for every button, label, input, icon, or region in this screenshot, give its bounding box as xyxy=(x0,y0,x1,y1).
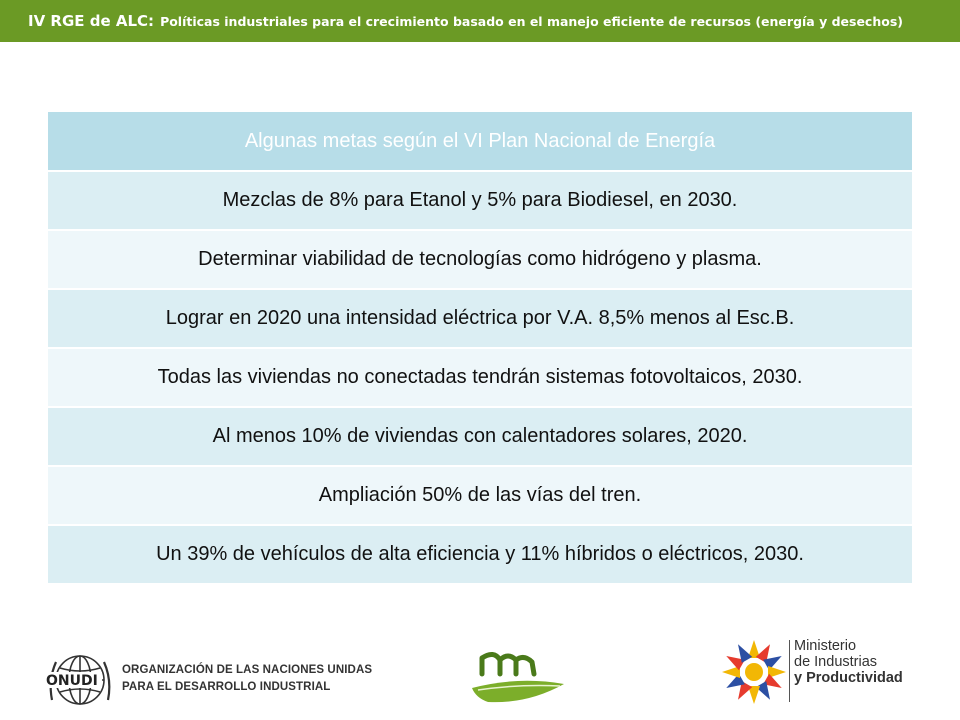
goal-text: Al menos 10% de viviendas con calentadores solares, 2020. xyxy=(212,425,748,447)
table-row xyxy=(48,348,912,407)
onudi-logo-icon xyxy=(42,650,112,710)
svg-text:ONUDI: ONUDI xyxy=(46,673,98,689)
table-row xyxy=(48,466,912,525)
footer xyxy=(0,630,960,720)
ministry-divider xyxy=(789,640,790,702)
goal-text: Determinar viabilidad de tecnologías como hidrógeno y plasma. xyxy=(198,248,762,270)
ministry-line3: y Productividad xyxy=(794,670,903,686)
onudi-line1: ORGANIZACIÓN DE LAS NACIONES UNIDAS xyxy=(122,664,373,676)
table-row xyxy=(48,525,912,584)
table-row xyxy=(48,289,912,348)
table-heading-row xyxy=(48,112,912,171)
table-row xyxy=(48,407,912,466)
table-row xyxy=(48,230,912,289)
ministry-name xyxy=(794,638,903,686)
onudi-line2: PARA EL DESARROLLO INDUSTRIAL xyxy=(122,681,331,693)
goal-text: Todas las viviendas no conectadas tendrán sistemas fotovoltaicos, 2030. xyxy=(157,366,803,388)
goal-text: Un 39% de vehículos de alta eficiencia y 11% híbridos o eléctricos, 2030. xyxy=(156,543,804,565)
goal-text: Lograr en 2020 una intensidad eléctrica por V.A. 8,5% menos al Esc.B. xyxy=(165,307,795,329)
goal-text: Mezclas de 8% para Etanol y 5% para Biodiesel, en 2030. xyxy=(222,189,738,211)
header-title: IV RGE de ALC: xyxy=(28,12,155,30)
ministry-line1: Ministerio xyxy=(794,638,857,654)
header-subtitle: Políticas industriales para el crecimiento basado en el manejo eficiente de recursos (energía y desechos) xyxy=(160,13,903,29)
ecuador-sun-icon xyxy=(720,638,788,706)
goal-text: Ampliación 50% de las vías del tren. xyxy=(318,484,642,506)
header-bar xyxy=(0,0,960,42)
table-heading: Algunas metas según el VI Plan Nacional de Energía xyxy=(244,129,716,152)
goals-table xyxy=(48,112,912,585)
table-row xyxy=(48,171,912,230)
ministry-line2: de Industrias xyxy=(794,654,878,670)
leaf-logo-icon xyxy=(468,644,568,714)
onudi-name xyxy=(122,662,372,696)
